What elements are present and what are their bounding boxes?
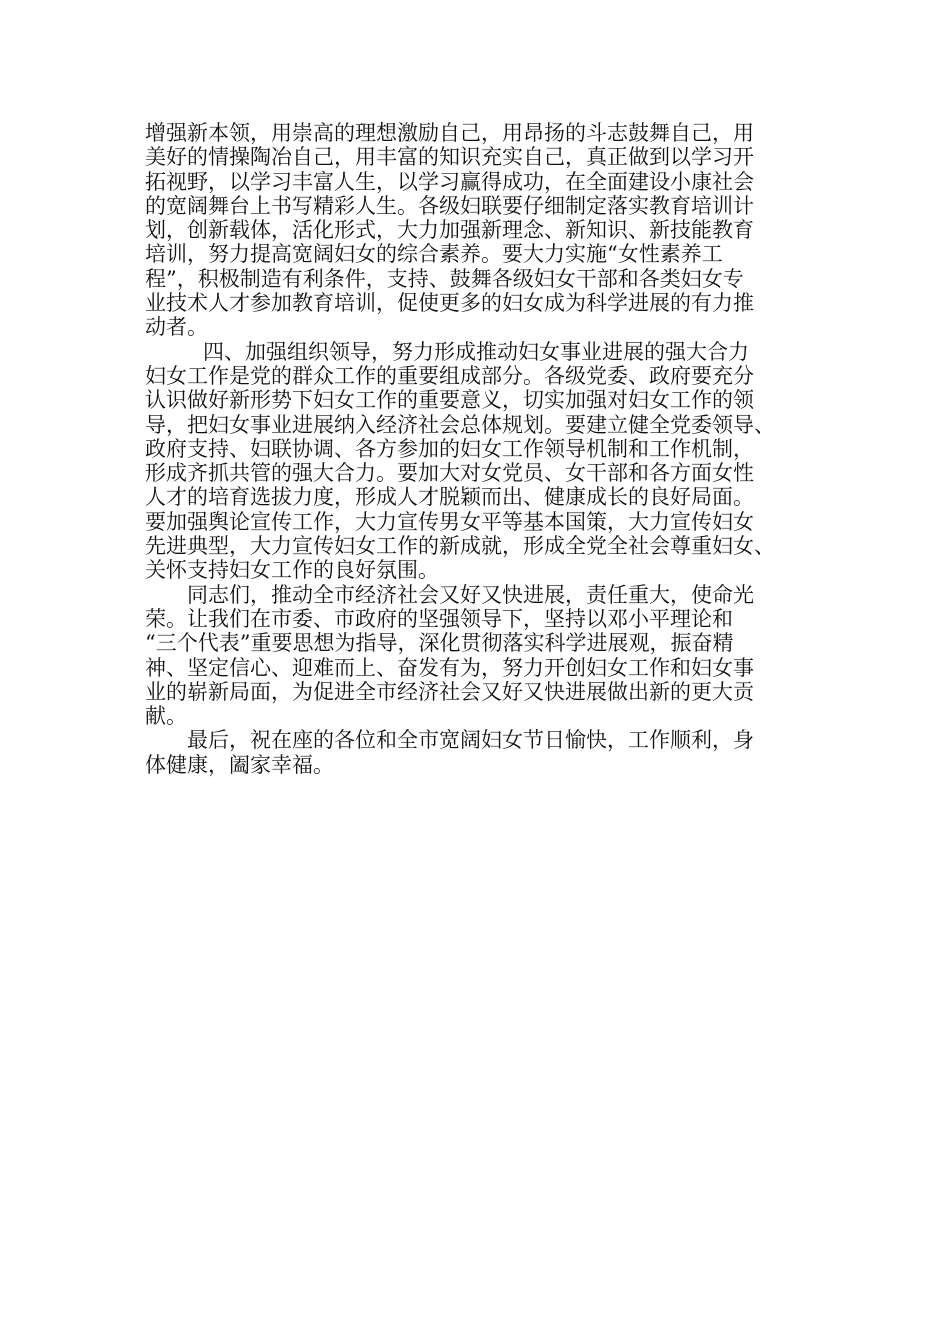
text-line: 程”，积极制造有利条件，支持、鼓舞各级妇女干部和各类妇女专 bbox=[145, 266, 744, 291]
text-line: 同志们，推动全市经济社会又好又快进展，责任重大，使命光 bbox=[187, 582, 754, 607]
text-line: 神、坚定信心、迎难而上、奋发有为，努力开创妇女工作和妇女事 bbox=[145, 655, 754, 680]
text-line: 荣。让我们在市委、市政府的坚强领导下，坚持以邓小平理论和 bbox=[145, 606, 733, 631]
text-line: 业技术人才参加教育培训，促使更多的妇女成为科学进展的有力推 bbox=[145, 291, 754, 316]
paragraph-organization-leadership bbox=[145, 340, 835, 583]
text-line: 形成齐抓共管的强大合力。要加大对女党员、女干部和各方面女性 bbox=[145, 461, 754, 486]
text-line: 的宽阔舞台上书写精彩人生。各级妇联要仔细制定落实教育培训计 bbox=[145, 193, 754, 218]
text-line: “三个代表”重要思想为指导，深化贯彻落实科学进展观，振奋精 bbox=[145, 631, 734, 656]
paragraph-comrades bbox=[145, 583, 835, 729]
text-line: 动者。 bbox=[145, 315, 208, 340]
text-line: 妇女工作是党的群众工作的重要组成部分。各级党委、政府要充分 bbox=[145, 363, 754, 388]
text-line: 导，把妇女事业进展纳入经济社会总体规划。要建立健全党委领导、 bbox=[145, 412, 775, 437]
text-line: 增强新本领，用崇高的理想激励自己，用昂扬的斗志鼓舞自己，用 bbox=[145, 121, 754, 145]
text-line: 关怀支持妇女工作的良好氛围。 bbox=[145, 558, 439, 583]
text-line: 先进典型，大力宣传妇女工作的新成就，形成全党全社会尊重妇女、 bbox=[145, 534, 775, 559]
text-line: 人才的培育选拔力度，形成人才脱颖而出、健康成长的良好局面。 bbox=[145, 485, 754, 510]
text-line: 认识做好新形势下妇女工作的重要意义，切实加强对妇女工作的领 bbox=[145, 388, 754, 413]
section-heading: 四、加强组织领导，努力形成推动妇女事业进展的强大合力 bbox=[203, 339, 749, 364]
paragraph-closing-wishes bbox=[145, 728, 835, 777]
text-line: 政府支持、妇联协调、各方参加的妇女工作领导机制和工作机制， bbox=[145, 436, 754, 461]
document-body bbox=[145, 121, 835, 777]
text-line: 美好的情操陶冶自己，用丰富的知识充实自己，真正做到以学习开 bbox=[145, 145, 754, 170]
paragraph-new-skills bbox=[145, 121, 835, 340]
text-line: 最后，祝在座的各位和全市宽阔妇女节日愉快，工作顺利，身 bbox=[187, 728, 754, 753]
text-line: 要加强舆论宣传工作，大力宣传男女平等基本国策，大力宣传妇女 bbox=[145, 509, 754, 534]
text-line: 培训，努力提高宽阔妇女的综合素养。要大力实施“女性素养工 bbox=[145, 242, 723, 267]
text-line: 划，创新载体，活化形式，大力加强新理念、新知识、新技能教育 bbox=[145, 218, 754, 243]
text-line: 拓视野，以学习丰富人生，以学习赢得成功，在全面建设小康社会 bbox=[145, 169, 754, 194]
text-line: 体健康，阖家幸福。 bbox=[145, 752, 334, 777]
text-line: 业的崭新局面，为促进全市经济社会又好又快进展做出新的更大贡 bbox=[145, 679, 754, 704]
text-line: 献。 bbox=[145, 704, 187, 729]
